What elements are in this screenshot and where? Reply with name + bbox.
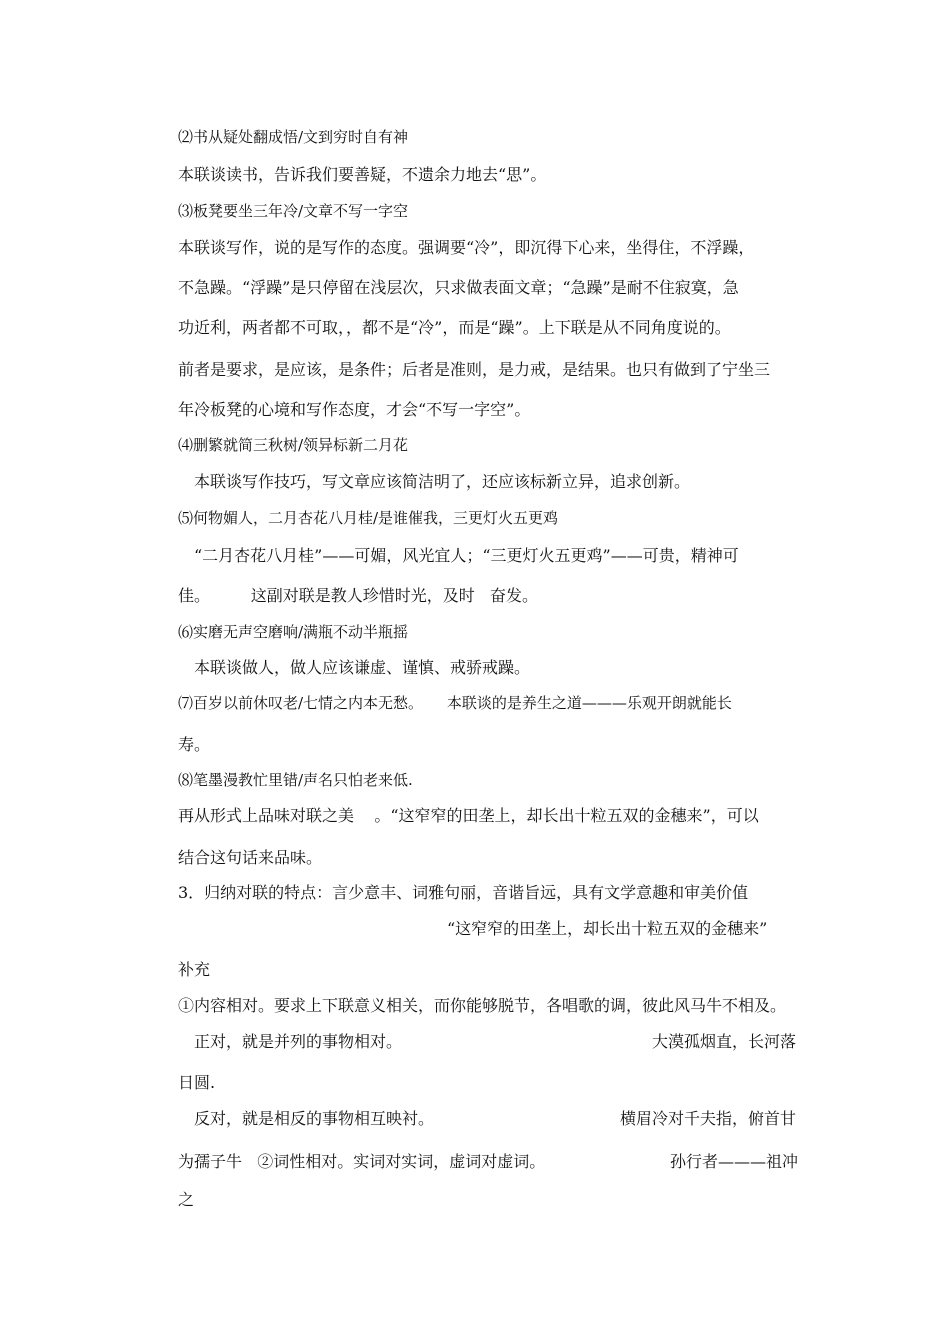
example-couplet: 横眉冷对千夫指，俯首甘 bbox=[620, 1109, 797, 1128]
paragraph-line: 年冷板凳的心境和写作态度，才会“不写一字空”。 bbox=[178, 400, 531, 419]
couplet-heading-4: ⑷删繁就简三秋树/领异标新二月花 bbox=[178, 436, 409, 454]
supplement-label: 补充 bbox=[178, 960, 211, 979]
couplet-heading-3: ⑶板凳要坐三年冷/文章不写一字空 bbox=[178, 202, 409, 220]
paragraph-line: 佳。 这副对联是教人珍惜时光，及时 奋发。 bbox=[178, 586, 538, 605]
paragraph-line: 日圆. bbox=[178, 1073, 216, 1092]
paragraph-line: 之 bbox=[178, 1190, 195, 1209]
example-couplet: 大漠孤烟直，长河落 bbox=[652, 1032, 797, 1051]
paragraph-line: 寿。 bbox=[178, 735, 211, 754]
paragraph-line: 正对，就是并列的事物相对。 bbox=[194, 1032, 403, 1051]
paragraph-line: 结合这句话来品味。 bbox=[178, 848, 323, 867]
paragraph-line: 前者是要求，是应该，是条件；后者是准则，是力戒，是结果。也只有做到了宁坐三 bbox=[178, 360, 771, 379]
couplet-heading-6: ⑹实磨无声空磨响/满瓶不动半瓶摇 bbox=[178, 623, 409, 641]
couplet-heading-7: ⑺百岁以前休叹老/七情之内本无愁。 本联谈的是养生之道———乐观开朗就能长 bbox=[178, 694, 732, 712]
paragraph-line: 功近利，两者都不可取，，都不是“冷”，而是“躁”。上下联是从不同角度说的。 bbox=[178, 318, 731, 337]
couplet-heading-5: ⑸何物媚人，二月杏花八月桂/是谁催我，三更灯火五更鸡 bbox=[178, 509, 559, 527]
quote-line: “这窄窄的田垄上，却长出十粒五双的金穗来” bbox=[447, 919, 768, 938]
couplet-heading-2: ⑵书从疑处翻成悟/文到穷时自有神 bbox=[178, 128, 409, 146]
couplet-heading-8: ⑻笔墨漫教忙里错/声名只怕老来低. bbox=[178, 771, 413, 789]
paragraph-line: 再从形式上品味对联之美 。“这窄窄的田垄上，却长出十粒五双的金穗来”，可以 bbox=[178, 806, 759, 825]
paragraph-line: 本联谈读书，告诉我们要善疑，不遗余力地去“思”。 bbox=[178, 165, 547, 184]
paragraph-line: “二月杏花八月桂”——可媚，风光宜人；“三更灯火五更鸡”——可贵，精神可 bbox=[194, 546, 739, 565]
paragraph-line: 本联谈做人，做人应该谦虚、谨慎、戒骄戒躁。 bbox=[194, 658, 531, 677]
paragraph-line: 为孺子牛 ②词性相对。实词对实词，虚词对虚词。 bbox=[178, 1152, 546, 1171]
paragraph-line: ①内容相对。要求上下联意义相关，而你能够脱节，各唱歌的调，彼此风马牛不相及。 bbox=[178, 996, 787, 1015]
paragraph-line: 本联谈写作技巧，写文章应该简洁明了，还应该标新立异，追求创新。 bbox=[194, 472, 691, 491]
summary-heading: 3．归纳对联的特点：言少意丰、词雅句丽，音谐旨远，具有文学意趣和审美价值 bbox=[178, 883, 749, 902]
paragraph-line: 本联谈写作，说的是写作的态度。强调要“冷”，即沉得下心来，坐得住，不浮躁， bbox=[178, 238, 755, 257]
paragraph-line: 不急躁。“浮躁”是只停留在浅层次，只求做表面文章；“急躁”是耐不住寂寞，急 bbox=[178, 278, 739, 297]
example-couplet: 孙行者———祖冲 bbox=[670, 1152, 799, 1171]
paragraph-line: 反对，就是相反的事物相互映衬。 bbox=[194, 1109, 435, 1128]
